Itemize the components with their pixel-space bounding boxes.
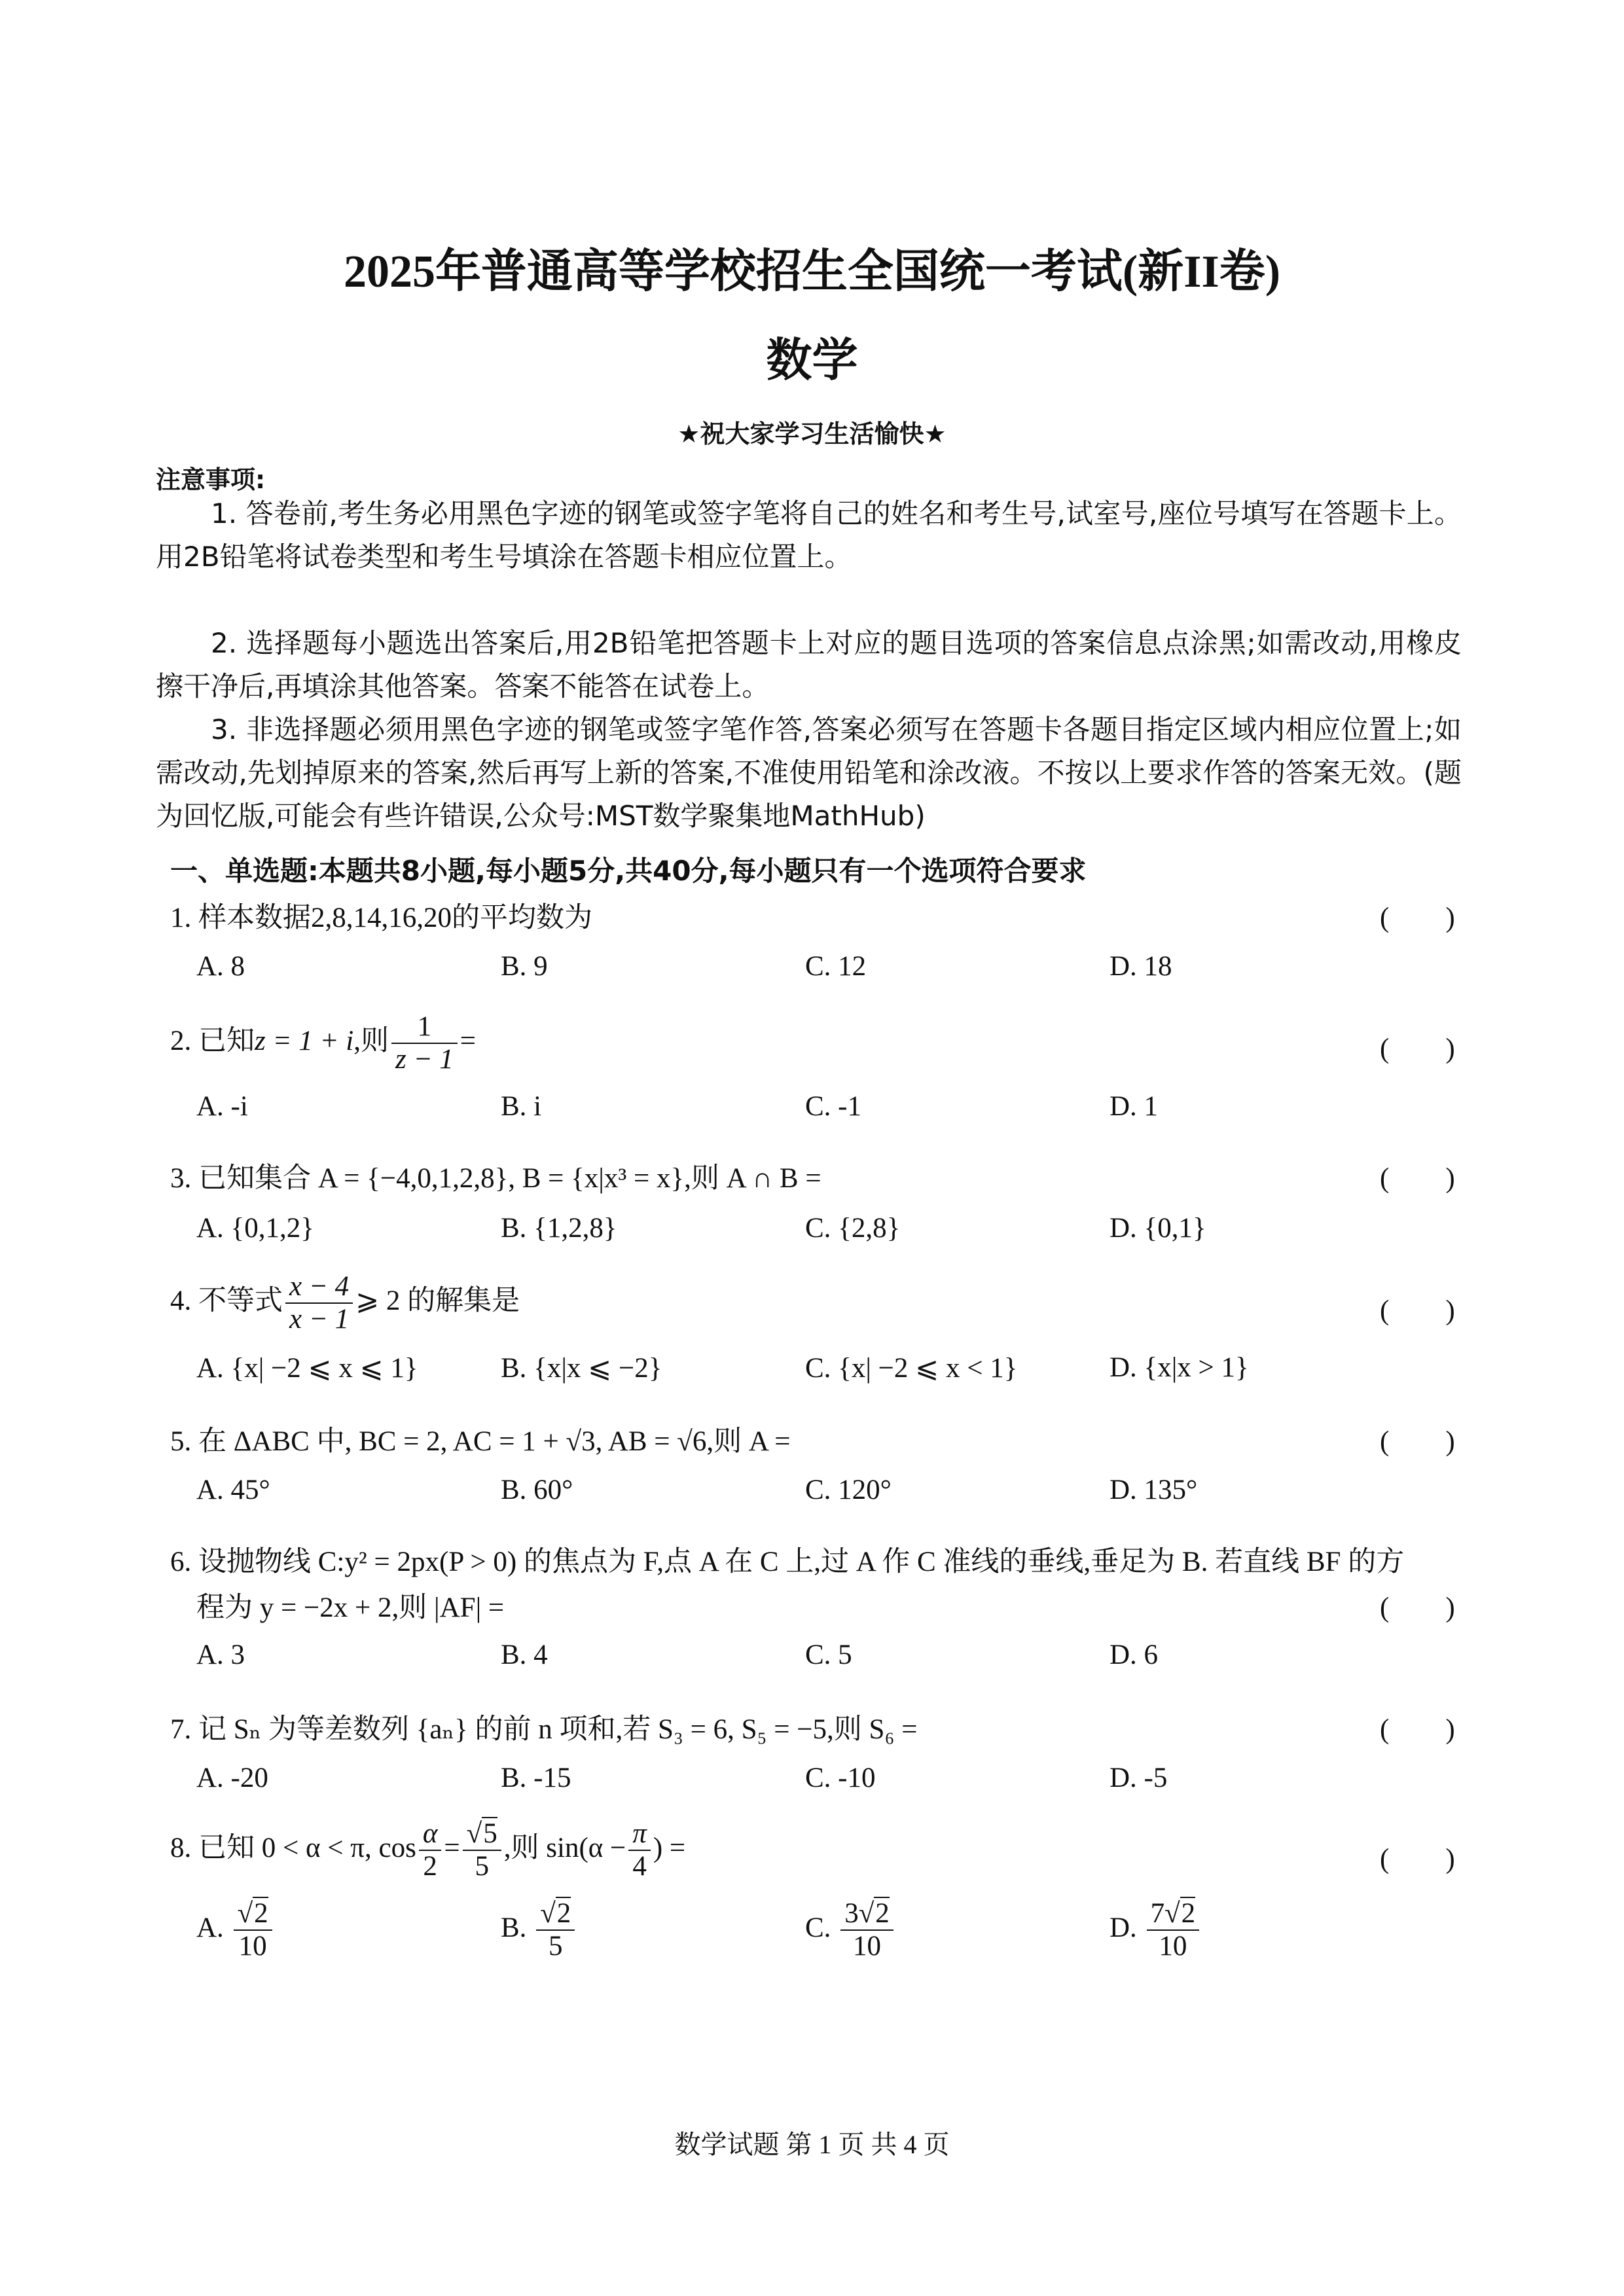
q7-option-c: C. -10 <box>805 1763 876 1793</box>
q1-option-a: A. 8 <box>196 951 245 982</box>
notice-heading: 注意事项: <box>156 465 266 494</box>
question-6-line-2: 程为 y = −2x + 2,则 |AF| = <box>196 1592 505 1623</box>
question-3: 3. 已知集合 A = {−4,0,1,2,8}, B = {x|x³ = x},则 A ∩ B = <box>170 1163 821 1194</box>
q7-option-a: A. -20 <box>196 1763 268 1793</box>
q2-option-d: D. 1 <box>1110 1091 1159 1122</box>
notice-item-1: 1. 答卷前,考生务必用黑色字迹的钢笔或签字笔将自己的姓名和考生号,试室号,座位号填写在答题卡上。用2B铅笔将试卷类型和考生号填涂在答题卡相应位置上。 <box>156 497 1462 573</box>
q8-option-b: B. $\frac{√2}{5}$ <box>501 1898 577 1962</box>
q5-option-d: D. 135° <box>1110 1475 1198 1505</box>
answer-bracket-2: ( ) <box>1380 1033 1455 1064</box>
question-1: 1. 样本数据2,8,14,16,20的平均数为 <box>170 903 592 933</box>
q3-option-a: A. {0,1,2} <box>196 1213 314 1244</box>
fraction: $\frac{√5}{5}$ <box>463 1818 501 1882</box>
answer-bracket-8: ( ) <box>1380 1844 1455 1874</box>
q8-option-a: A. $\frac{√2}{10}$ <box>196 1898 275 1962</box>
q1-option-b: B. 9 <box>501 951 548 982</box>
subject-title: 数学 <box>766 332 858 387</box>
q7-option-d: D. -5 <box>1110 1763 1168 1793</box>
section-heading: 一、单选题:本题共8小题,每小题5分,共40分,每小题只有一个选项符合要求 <box>170 855 1087 887</box>
question-5: 5. 在 ΔABC 中, BC = 2, AC = 1 + √3, AB = √6,则 A = <box>170 1426 791 1457</box>
q2-option-a: A. -i <box>196 1091 248 1122</box>
q3-option-b: B. {1,2,8} <box>501 1213 617 1244</box>
q5-option-b: B. 60° <box>501 1475 573 1505</box>
notice-item-2: 2. 选择题每小题选出答案后,用2B铅笔把答题卡上对应的题目选项的答案信息点涂黑;如需改动,用橡皮擦干净后,再填涂其他答案。答案不能答在试卷上。 <box>156 627 1462 702</box>
fraction: $\frac{1}{z - 1}$ <box>391 1011 458 1075</box>
q6-option-b: B. 4 <box>501 1640 548 1670</box>
q7-option-b: B. -15 <box>501 1763 571 1793</box>
answer-bracket-1: ( ) <box>1380 903 1455 933</box>
answer-bracket-6: ( ) <box>1380 1592 1455 1623</box>
q6-option-a: A. 3 <box>196 1640 245 1670</box>
q6-option-d: D. 6 <box>1110 1640 1159 1670</box>
q3-option-d: D. {0,1} <box>1110 1213 1206 1244</box>
question-8: 8. 已知 0 < α < π, cos $\frac{\alpha}{2}$ = $\frac{√5}{5}$ ,则 sin(α − $\frac{\pi}{4}$ ) = <box>170 1818 686 1882</box>
question-2: 2. 已知z = 1 + i,则 $\frac{1}{z - 1}$ = <box>170 1011 476 1075</box>
fraction: $\frac{\pi}{4}$ <box>628 1818 651 1882</box>
q8-option-d: D. $\frac{7√2}{10}$ <box>1110 1898 1202 1962</box>
motto: ★祝大家学习生活愉快★ <box>677 420 947 448</box>
answer-bracket-4: ( ) <box>1380 1295 1455 1326</box>
q8-option-c: C. $\frac{3√2}{10}$ <box>805 1898 896 1962</box>
question-6-line-1: 6. 设抛物线 C:y² = 2px(P > 0) 的焦点为 F,点 A 在 C 上,过 A 作 C 准线的垂线,垂足为 B. 若直线 BF 的方 <box>170 1547 1405 1577</box>
q3-option-c: C. {2,8} <box>805 1213 901 1244</box>
question-7: 7. 记 Sₙ 为等差数列 {aₙ} 的前 n 项和,若 S₃ = 6, S₅ = −5,则 S₆ = <box>170 1714 918 1745</box>
exam-title: 2025年普通高等学校招生全国统一考试(新II卷) <box>343 247 1281 297</box>
q6-option-c: C. 5 <box>805 1640 852 1670</box>
question-4: 4. 不等式 $\frac{x - 4}{x - 1}$ ⩾ 2 的解集是 <box>170 1271 520 1335</box>
q5-option-a: A. 45° <box>196 1475 270 1505</box>
notice-item-3: 3. 非选择题必须用黑色字迹的钢笔或签字笔作答,答案必须写在答题卡各题目指定区域内相应位置上;如需改动,先划掉原来的答案,然后再写上新的答案,不准使用铅笔和涂改液。不按以上要求作答的答案无效。(题为回忆版,可能会有些许错误,公众号:MST数学聚集地MathHub) <box>156 713 1462 832</box>
q1-option-d: D. 18 <box>1110 951 1172 982</box>
q4-option-c: C. {x| −2 ⩽ x < 1} <box>805 1353 1018 1384</box>
q2-option-c: C. -1 <box>805 1091 861 1122</box>
answer-bracket-7: ( ) <box>1380 1714 1455 1745</box>
fraction: $\frac{\alpha}{2}$ <box>419 1818 442 1882</box>
q1-option-c: C. 12 <box>805 951 867 982</box>
q2-option-b: B. i <box>501 1091 542 1122</box>
fraction: $\frac{x - 4}{x - 1}$ <box>285 1271 353 1335</box>
q4-option-d: D. {x|x > 1} <box>1110 1352 1249 1383</box>
q4-option-a: A. {x| −2 ⩽ x ⩽ 1} <box>196 1353 418 1384</box>
page-footer: 数学试题 第 1 页 共 4 页 <box>674 2130 950 2159</box>
answer-bracket-3: ( ) <box>1380 1163 1455 1194</box>
q4-option-b: B. {x|x ⩽ −2} <box>501 1353 662 1384</box>
answer-bracket-5: ( ) <box>1380 1426 1455 1457</box>
q5-option-c: C. 120° <box>805 1475 892 1505</box>
